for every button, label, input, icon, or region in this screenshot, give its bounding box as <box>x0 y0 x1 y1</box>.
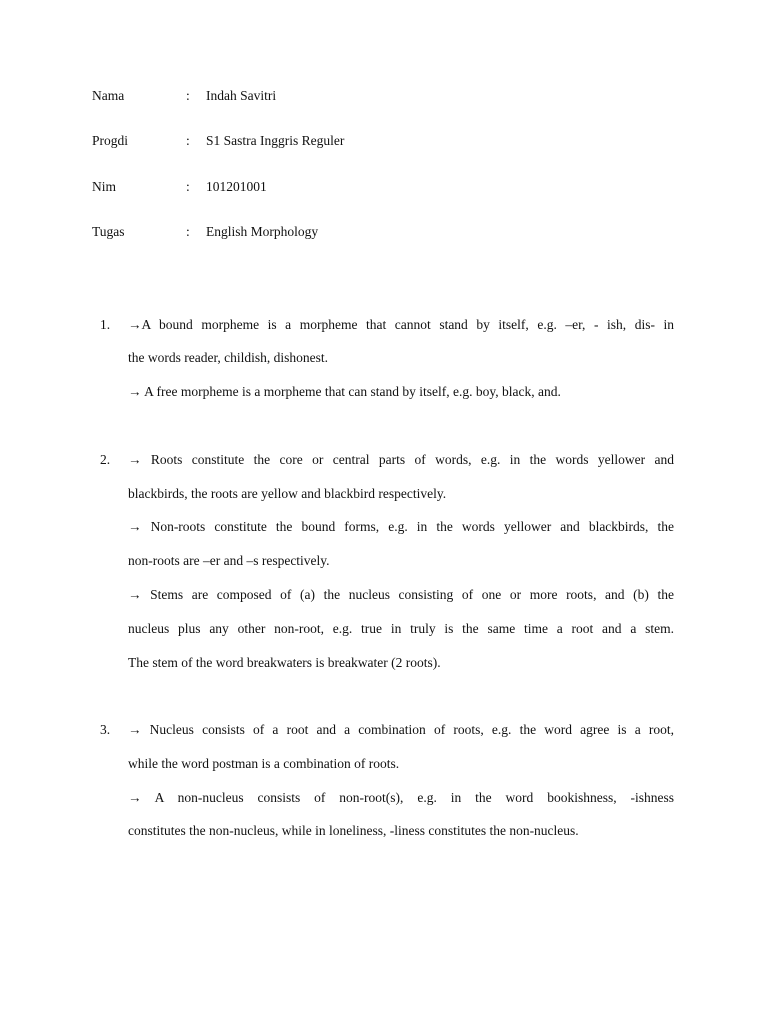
question-2-line-3: → Non-roots constitute the bound forms, e.g. in the words yellower and blackbirds, the <box>128 519 674 534</box>
question-1-number: 1. <box>100 317 111 332</box>
question-2-line-2: blackbirds, the roots are yellow and blackbird respectively. <box>128 486 447 501</box>
nama-label: Nama <box>92 88 125 103</box>
nama-value: Indah Savitri <box>206 88 277 103</box>
nama-colon: : <box>186 88 190 103</box>
progdi-colon: : <box>186 133 190 148</box>
question-2-line-7: The stem of the word breakwaters is breakwater (2 roots). <box>128 655 441 670</box>
question-2-line-4: non-roots are –er and –s respectively. <box>128 553 330 568</box>
nim-colon: : <box>186 179 190 194</box>
tugas-value: English Morphology <box>206 224 319 239</box>
nim-value: 101201001 <box>206 179 267 194</box>
question-3-line-2: while the word postman is a combination of roots. <box>128 756 400 771</box>
question-3-number: 3. <box>100 722 111 737</box>
question-2-number: 2. <box>100 452 111 467</box>
question-1-line-3: → A free morpheme is a morpheme that can stand by itself, e.g. boy, black, and. <box>128 384 561 399</box>
question-2-line-5: → Stems are composed of (a) the nucleus consisting of one or more roots, and (b) the <box>128 587 674 602</box>
progdi-label: Progdi <box>92 133 129 148</box>
question-2-line-6: nucleus plus any other non-root, e.g. true in truly is the same time a root and a stem. <box>128 621 674 636</box>
tugas-colon: : <box>186 224 190 239</box>
question-3-line-1: → Nucleus consists of a root and a combination of roots, e.g. the word agree is a root, <box>128 722 674 737</box>
tugas-label: Tugas <box>92 224 125 239</box>
nim-label: Nim <box>92 179 117 194</box>
question-2-line-1: → Roots constitute the core or central parts of words, e.g. in the words yellower and <box>128 452 674 467</box>
question-1-line-1: →A bound morpheme is a morpheme that cannot stand by itself, e.g. –er, - ish, dis- in <box>128 317 674 332</box>
question-1-line-2: the words reader, childish, dishonest. <box>128 350 329 365</box>
question-3-line-4: constitutes the non-nucleus, while in loneliness, -liness constitutes the non-nucleus. <box>128 823 579 838</box>
question-3-line-3: → A non-nucleus consists of non-root(s), e.g. in the word bookishness, -ishness <box>128 790 674 805</box>
progdi-value: S1 Sastra Inggris Reguler <box>206 133 345 148</box>
